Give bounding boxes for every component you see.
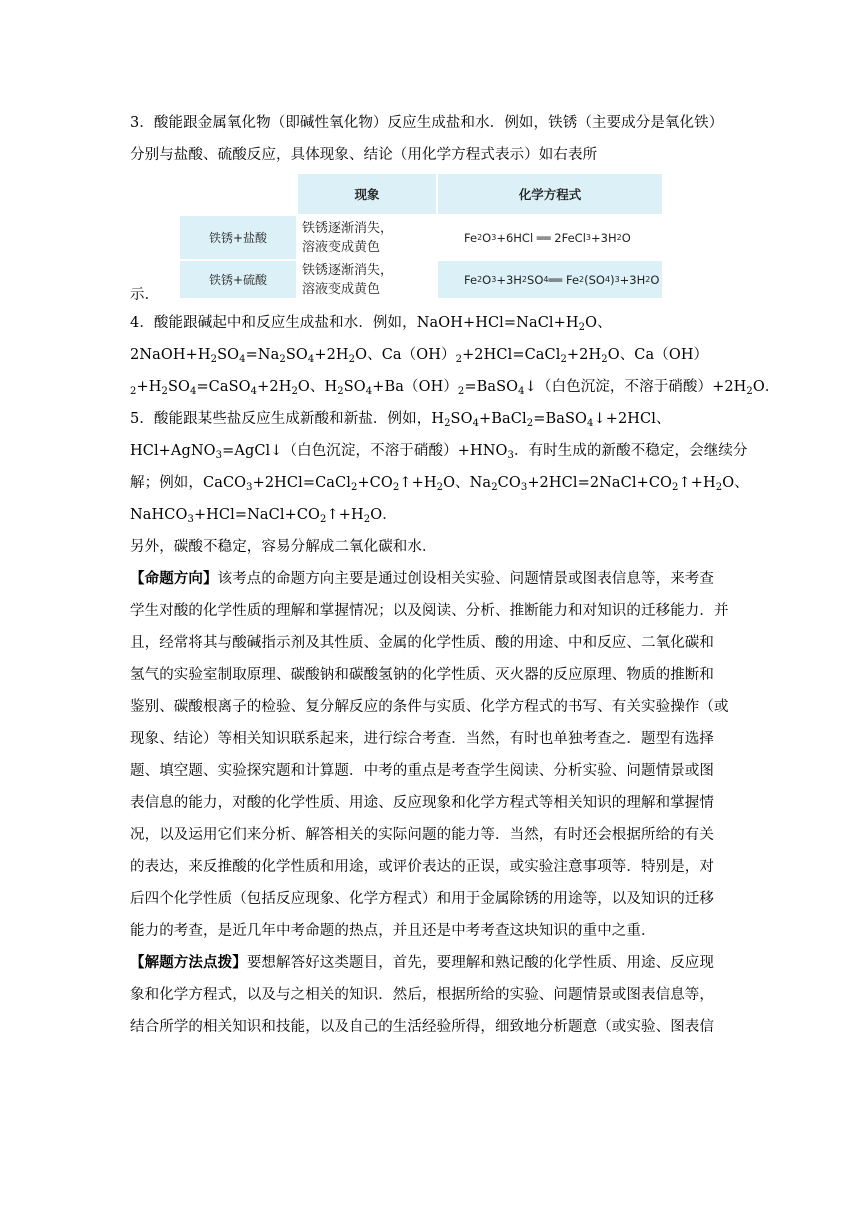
table-row1-reactants: 铁锈+盐酸: [180, 216, 296, 259]
mingti-line3: 且，经常将其与酸碱指示剂及其性质、金属的化学性质、酸的用途、中和反应、二氧化碳和: [130, 635, 714, 651]
table-row2-phenomenon: [298, 261, 436, 298]
table-row2-equation: Fe 2 O 3 +3H 2 SO 4 ══ Fe 2 (SO 4 ) 3 +3H 2 O: [438, 261, 662, 298]
table-row1-phenomenon: [298, 216, 436, 259]
para3-tail: 示．: [130, 287, 160, 303]
mingti-line5: 鉴别、碳酸根离子的检验、复分解反应的条件与实质、化学方程式的书写、有关实验操作（或: [130, 699, 729, 715]
mingti-line7: 题、填空题、实验探究题和计算题．中考的重点是考查学生阅读、分析实验、问题情景或图: [130, 763, 714, 779]
mingti-line12: 能力的考查，是近几年中考命题的热点，并且还是中考考查这块知识的重中之重．: [130, 923, 656, 939]
table-row2-reactants: 铁锈+硫酸: [180, 261, 296, 298]
table-row2-phenomenon-line1: 铁锈逐渐消失，: [302, 262, 394, 278]
para5-line4: $NaHCO_3+HCl=NaCl+CO_2↑+H_2O$．: [130, 507, 397, 525]
mingti-line2: 学生对酸的化学性质的理解和掌握情况；以及阅读、分析、推断能力和对知识的迁移能力．并: [130, 603, 729, 619]
jieti-line1: [130, 953, 714, 973]
table-row2-phenomenon-line2: 溶液变成黄色: [302, 281, 381, 297]
jieti-line1-text: 要想解答好这类题目，首先，要理解和熟记酸的化学性质、用途、反应现: [246, 955, 715, 971]
para5-note: 另外，碳酸不稳定，容易分解成二氧化碳和水．: [130, 539, 437, 555]
jieti-line2: 象和化学方程式，以及与之相关的知识．然后，根据所给的实验、问题情景或图表信息等，: [130, 987, 714, 1003]
mingti-line8: 表信息的能力，对酸的化学性质、用途、反应现象和化学方程式等相关知识的理解和掌握情: [130, 795, 714, 811]
mingti-heading: 【命题方向】: [130, 570, 218, 587]
mingti-line9: 况，以及运用它们来分析、解答相关的实际问题的能力等．当然，有时还会根据所给的有关: [130, 827, 714, 843]
jieti-heading: 【解题方法点拨】: [130, 954, 247, 971]
mingti-line1-text: 该考点的命题方向主要是通过创设相关实验、问题情景或图表信息等，来考查: [217, 571, 715, 587]
para5-line1: 5．酸能跟某些盐反应生成新酸和新盐．例如，$H_2SO_4+BaCl_2=BaSO_4↓+2HCl$、: [130, 411, 671, 429]
para4-line2: $2NaOH+H_2SO_4=Na_2SO_4+2H_2O$、$Ca(OH)_2+2HCl=CaCl_2+2H_2O$、Ca（OH）: [130, 347, 709, 365]
mingti-line10: 的表达，来反推酸的化学性质和用途，或评价表达的正误，或实验注意事项等．特别是，对: [130, 859, 714, 875]
reaction-table: [180, 174, 662, 298]
mingti-line1: [130, 569, 714, 589]
para4-line1: 4．酸能跟碱起中和反应生成盐和水．例如，$NaOH+HCl=NaCl+H_2O$、: [130, 315, 612, 333]
para5-line2: HCl+AgNO$_3$=AgCl↓（白色沉淀，不溶于硝酸）$+HNO_3$．有时生成的新酸不稳定，会继续分: [130, 443, 748, 461]
para4-line3: $_2+H_2SO_4=CaSO_4+2H_2O$、$H_2SO_4+Ba(OH)_2=BaSO_4↓$（白色沉淀，不溶于硝酸）$+2H_2O$．: [130, 379, 780, 397]
para3-line1: 3．酸能跟金属氧化物（即碱性氧化物）反应生成盐和水．例如，铁锈（主要成分是氧化铁）: [130, 115, 724, 131]
mingti-line6: 现象、结论）等相关知识联系起来，进行综合考查．当然，有时也单独考查之．题型有选择: [130, 731, 714, 747]
table-row1-phenomenon-line2: 溶液变成黄色: [302, 239, 381, 255]
table-row1-equation: Fe 2 O 3 +6HCl ══ 2FeCl 3 +3H 2 O: [438, 216, 662, 259]
para5-line3: 解；例如，$CaCO_3+2HCl=CaCl_2+CO_2↑+H_2O$、$Na_2CO_3+2HCl=2NaCl+CO_2↑+H_2O$、: [130, 475, 749, 493]
table-header-phenomenon: 现象: [298, 174, 436, 214]
para3-line2: 分别与盐酸、硫酸反应，具体现象、结论（用化学方程式表示）如右表所: [130, 147, 598, 163]
table-header-blank: [180, 174, 296, 214]
mingti-line4: 氢气的实验室制取原理、碳酸钠和碳酸氢钠的化学性质、灭火器的反应原理、物质的推断和: [130, 667, 714, 683]
table-row1-phenomenon-line1: 铁锈逐渐消失，: [302, 220, 394, 236]
table-header-equation: 化学方程式: [438, 174, 662, 214]
mingti-line11: 后四个化学性质（包括反应现象、化学方程式）和用于金属除锈的用途等，以及知识的迁移: [130, 891, 714, 907]
jieti-line3: 结合所学的相关知识和技能，以及自己的生活经验所得，细致地分析题意（或实验、图表信: [130, 1019, 714, 1035]
